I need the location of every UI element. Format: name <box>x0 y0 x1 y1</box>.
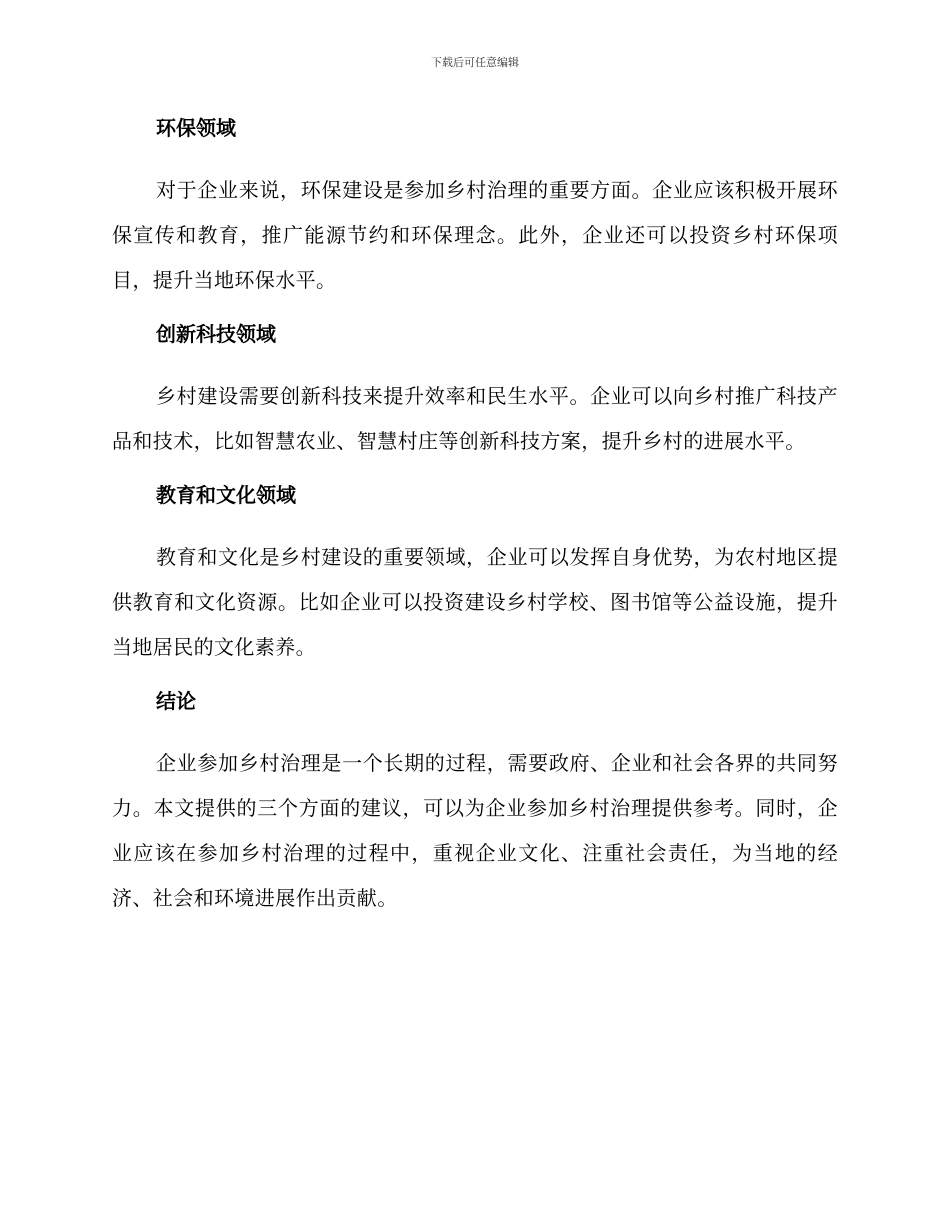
section-technology <box>112 318 838 464</box>
section-environment <box>112 112 838 303</box>
section-heading: 教育和文化领域 <box>156 483 296 507</box>
page-header-note: 下载后可任意编辑 <box>431 56 519 69</box>
section-heading: 创新科技领域 <box>156 322 276 346</box>
section-heading: 环保领域 <box>156 116 236 140</box>
section-conclusion <box>112 685 838 921</box>
document-body <box>112 112 838 936</box>
section-paragraph: 对于企业来说，环保建设是参加乡村治理的重要方面。企业应该积极开展环保宣传和教育，推广能源节约和环保理念。此外，企业还可以投资乡村环保项目，提升当地环保水平。 <box>112 178 838 292</box>
section-education-culture <box>112 479 838 670</box>
section-paragraph: 教育和文化是乡村建设的重要领域，企业可以发挥自身优势，为农村地区提供教育和文化资源。比如企业可以投资建设乡村学校、图书馆等公益设施，提升当地居民的文化素养。 <box>112 545 838 659</box>
section-paragraph: 乡村建设需要创新科技来提升效率和民生水平。企业可以向乡村推广科技产品和技术，比如智慧农业、智慧村庄等创新科技方案，提升乡村的进展水平。 <box>112 384 838 453</box>
section-heading: 结论 <box>156 689 196 713</box>
section-paragraph: 企业参加乡村治理是一个长期的过程，需要政府、企业和社会各界的共同努力。本文提供的三个方面的建议，可以为企业参加乡村治理提供参考。同时，企业应该在参加乡村治理的过程中，重视企业文化、注重社会责任，为当地的经济、社会和环境进展作出贡献。 <box>112 751 838 910</box>
